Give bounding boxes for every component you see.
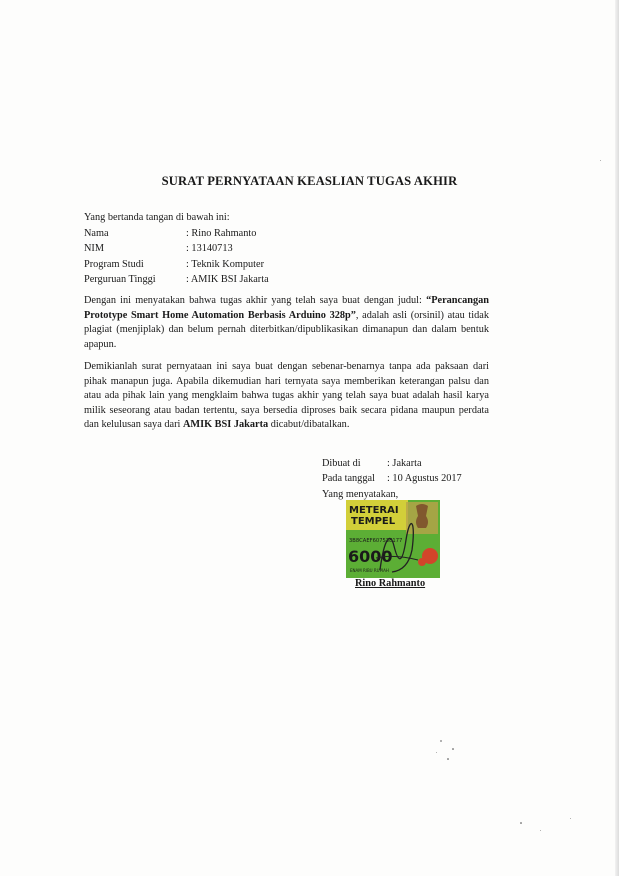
speck	[600, 160, 601, 161]
place-label: Dibuat di	[322, 458, 361, 469]
stamp-amount: 6000	[348, 547, 393, 566]
date-row	[322, 471, 462, 486]
stamp-serial: 3B8CAEF607538177	[349, 538, 403, 544]
field-label: Nama	[84, 228, 109, 239]
institution-name: AMIK BSI Jakarta	[182, 419, 269, 431]
field-value: : Teknik Komputer	[186, 258, 265, 270]
speck	[570, 818, 571, 819]
intro-text: Yang bertanda tangan di bawah ini:	[84, 212, 230, 223]
closing-paragraph	[84, 360, 489, 433]
stamp-text-line2: TEMPEL	[351, 516, 396, 527]
speck	[440, 740, 442, 742]
date-label: Pada tanggal	[322, 473, 375, 485]
signature-block	[322, 456, 462, 502]
statement-paragraph	[84, 294, 489, 352]
scan-edge	[615, 0, 619, 876]
stamp-flower-small	[418, 558, 426, 566]
identity-fields	[84, 226, 269, 287]
statement-text-end: , adalah asli (orsinil) atau tidak plagiat (menjiplak) dan belum pernah diterbitkan/dipublikasikan dimanapun dan dalam bentuk apapun.	[84, 309, 490, 350]
speck	[452, 748, 454, 750]
document-title: SURAT PERNYATAAN KEASLIAN TUGAS AKHIR	[161, 174, 458, 188]
field-row-nim	[84, 241, 269, 256]
speck	[436, 752, 437, 753]
closing-label: Yang menyatakan,	[322, 488, 399, 500]
field-row-program	[84, 257, 269, 272]
field-value: : 13140713	[186, 243, 233, 255]
signer-name: Rino Rahmanto	[355, 578, 426, 589]
revenue-stamp	[346, 500, 440, 578]
thesis-title: “Perancangan Prototype Smart Home Automation Berbasis Arduino 328p”	[84, 295, 489, 321]
date-value: : 10 Agustus 2017	[387, 473, 462, 485]
field-label: Program Studi	[84, 258, 144, 270]
field-value: : Rino Rahmanto	[186, 228, 257, 239]
closing-text-end: dicabut/dibatalkan.	[268, 419, 350, 431]
speck	[540, 830, 541, 831]
field-label: NIM	[84, 243, 105, 255]
field-value: : AMIK BSI Jakarta	[186, 273, 269, 285]
speck	[447, 758, 449, 760]
field-row-name	[84, 226, 269, 241]
field-row-university	[84, 272, 269, 287]
place-value: : Jakarta	[387, 458, 422, 469]
stamp-text-line1: METERAI	[349, 505, 399, 516]
stamp-unit: ENAM RIBU RUPIAH	[350, 568, 389, 573]
closing-text: Demikianlah surat pernyataan ini saya buat dengan sebenar-benarnya tanpa ada paksaan dari pihak manapun juga. Apabila dikemudian hari ternyata saya memberikan keterangan palsu dan atau ada pihak lain yang mengklaim bahwa tugas akhir yang telah saya buat adalah hasil karya milik seseorang atau badan tertentu, saya bersedia diproses baik secara pidana maupun perdata dan kelulusan saya dari	[84, 361, 489, 431]
speck	[520, 822, 522, 824]
field-label: Perguruan Tinggi	[84, 273, 156, 285]
place-row	[322, 456, 462, 471]
statement-text: Dengan ini menyatakan bahwa tugas akhir yang telah saya buat dengan judul:	[84, 295, 422, 306]
